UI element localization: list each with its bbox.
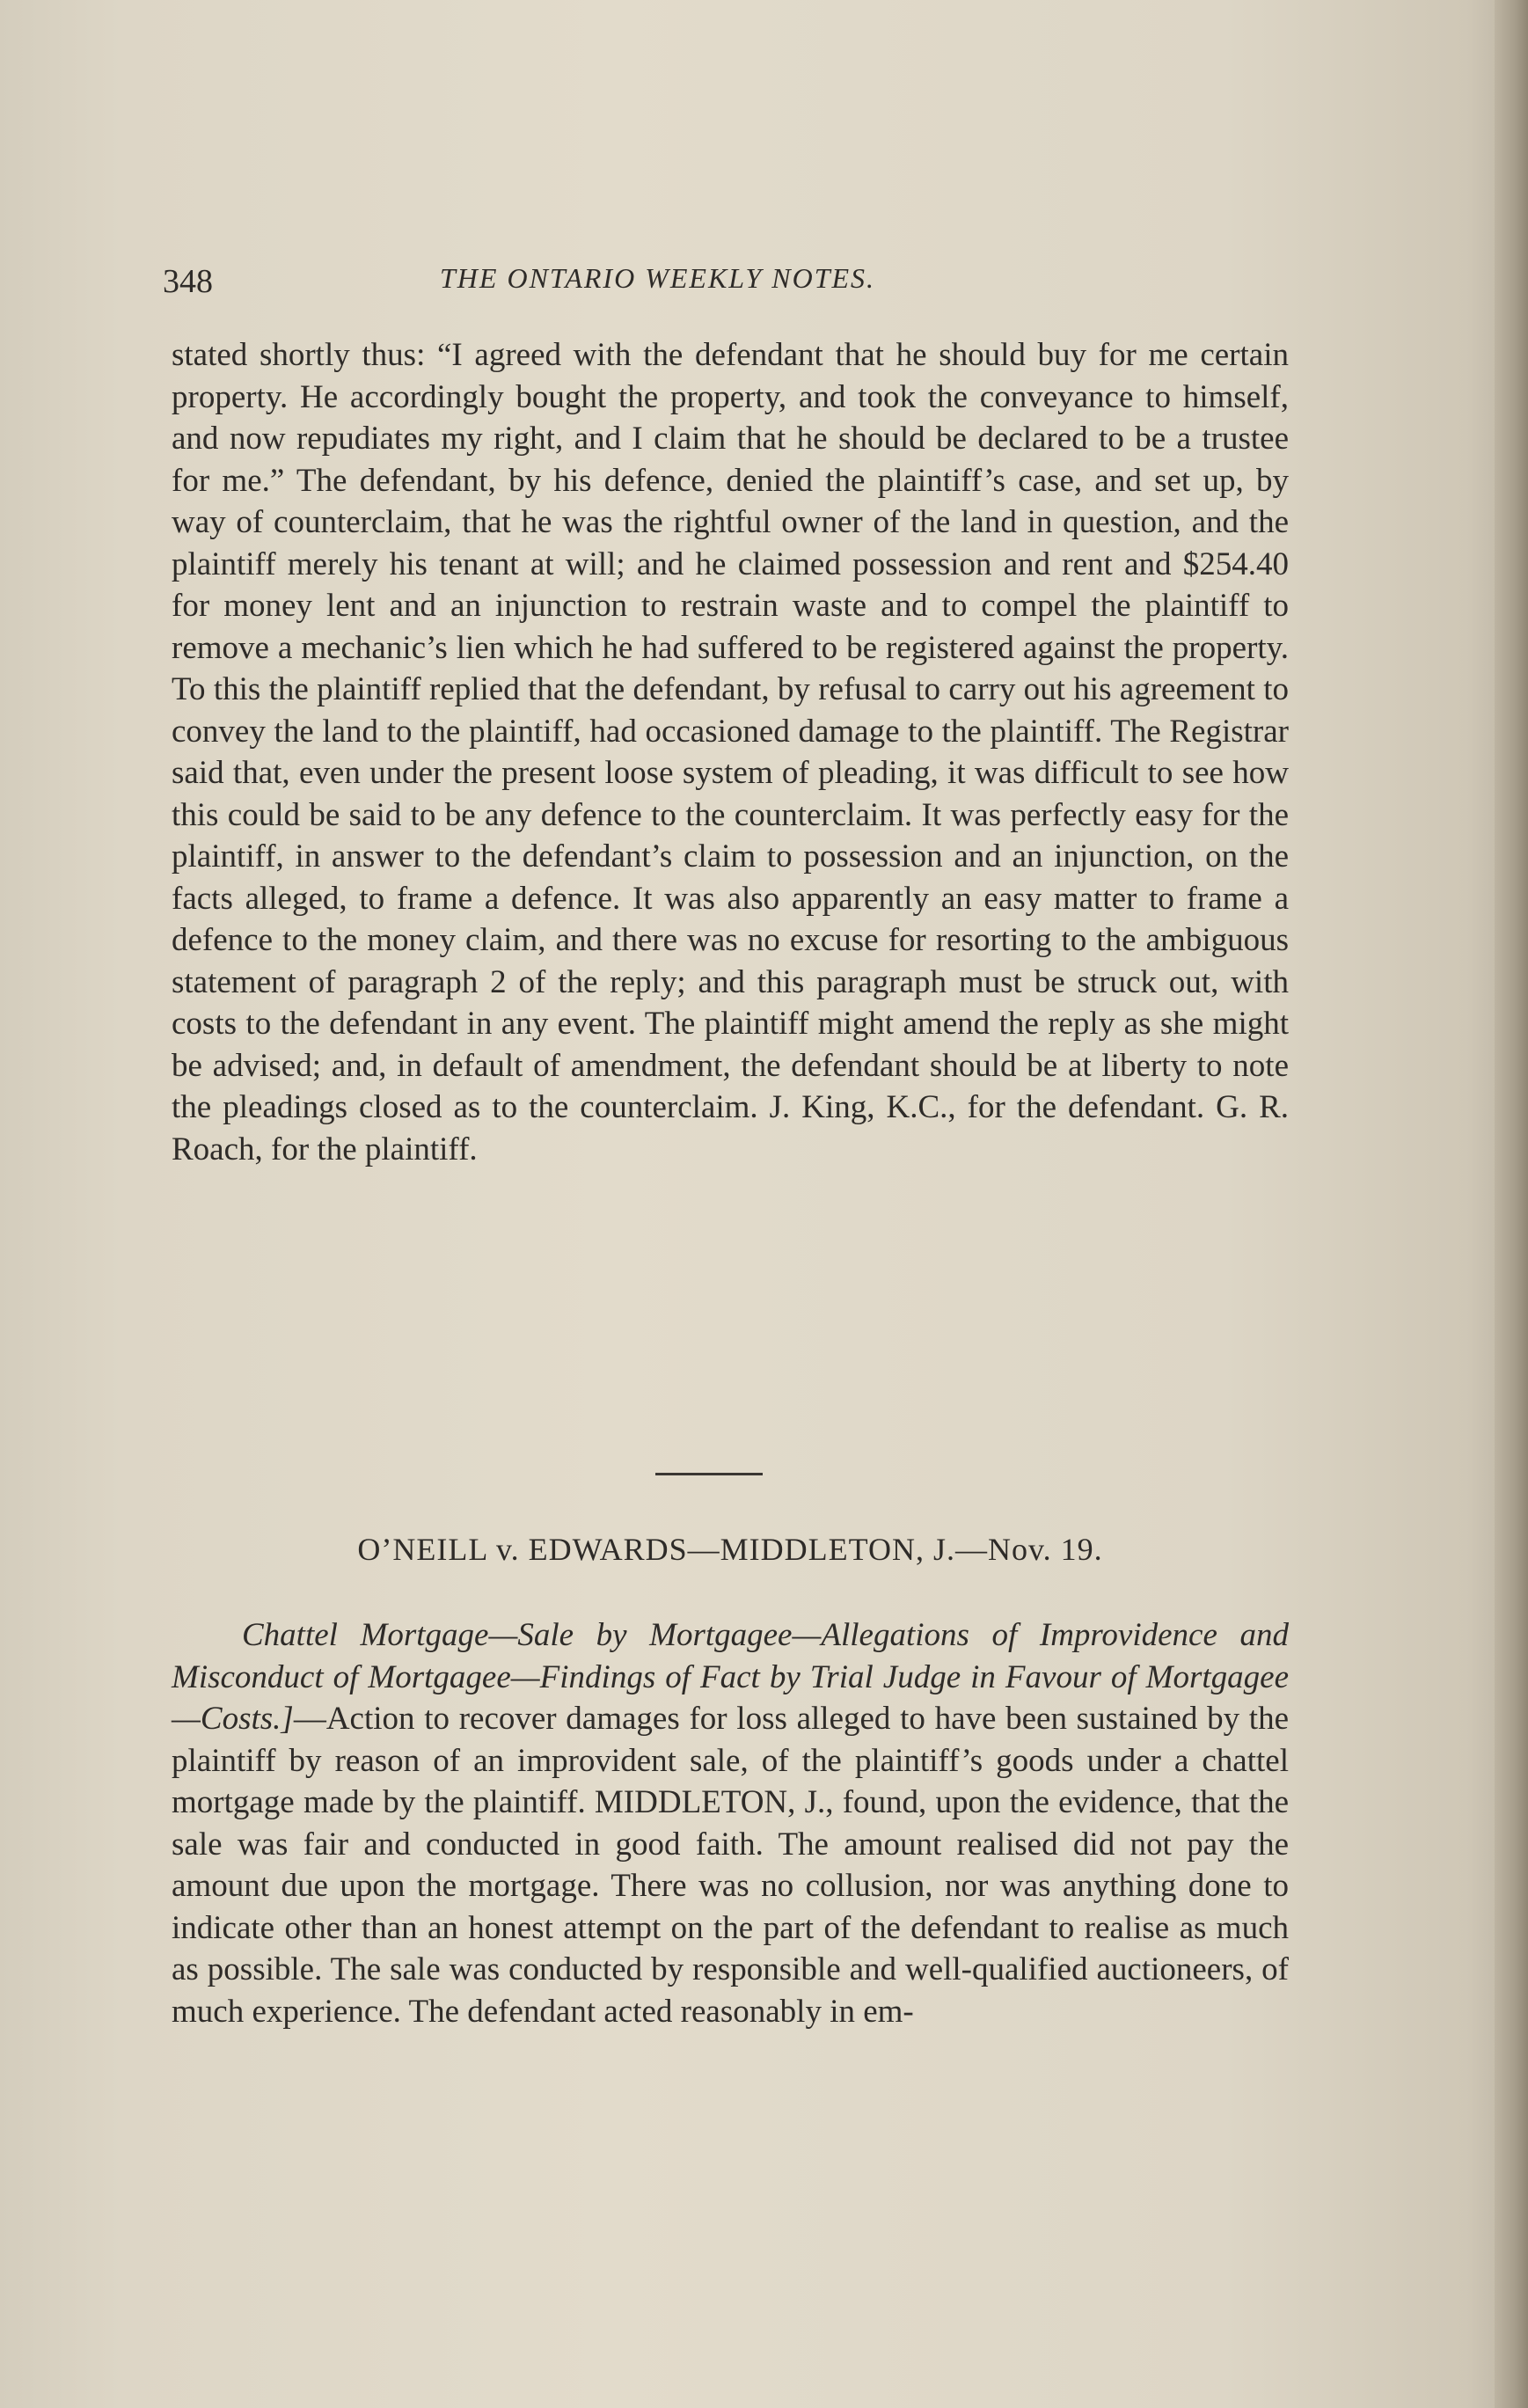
case-headnote: Chattel Mortgage—Sale by Mortgagee—Allegations of Improvidence and Misconduct of Mortgagee—Findings of Fact by Trial Judge in Favour of Mortgagee—Costs.] [172,1617,1289,1737]
section-divider [655,1473,763,1475]
continued-paragraph-text: stated shortly thus: “I agreed with the defendant that he should buy for me certain property. He accordingly bought the property, and took the conveyance to himself, and now repudiates my right, and I claim that he should be declared to be a trustee for me.” The defendant, by his defence, denied the plaintiff’s case, and set up, by way of counterclaim, that he was the rightful owner of the land in question, and the plaintiff merely his tenant at will; and he claimed possession and rent and $254.40 for money lent and an injunction to restrain waste and to compel the plaintiff to remove a mechanic’s lien which he had suffered to be registered against the property. To this the plaintiff replied that the defendant, by refusal to carry out his agreement to convey the land to the plaintiff, had occasioned damage to the plaintiff. The Registrar said that, even under the present loose system of pleading, it was difficult to see how this could be said to be any defence to the counterclaim. It was perfectly easy for the plaintiff, in answer to the defendant’s claim to possession and an injunction, on the facts alleged, to frame a defence. It was also apparently an easy matter to frame a defence to the money claim, and there was no excuse for resorting to the ambiguous statement of paragraph 2 of the reply; and this paragraph must be struck out, with costs to the defendant in any event. The plaintiff might amend the reply as she might be advised; and, in default of amendment, the defendant should be at liberty to note the pleadings closed as to the counterclaim. J. King, K.C., for the defendant. G. R. Roach, for the plaintiff. [172,337,1289,1167]
continued-paragraph [172,334,1289,1170]
running-head: THE ONTARIO WEEKLY NOTES. [440,262,876,294]
case-title: O’NEILL v. EDWARDS—MIDDLETON, J.—Nov. 19. [357,1532,1103,1567]
page-edge [1495,0,1528,2408]
case-body: —Action to recover damages for loss alleged to have been sustained by the plaintiff by reason of an improvident sale, of the plaintiff’s goods under a chattel mortgage made by the plaintiff. MIDDLETON, J., found, upon the evidence, that the sale was fair and conducted in good faith. The amount realised did not pay the amount due upon the mortgage. There was no collusion, nor was anything done to indicate other than an honest attempt on the part of the defendant to realise as much as possible. The sale was conducted by responsible and well-qualified auctioneers, of much experience. The defendant acted reasonably in em- [172,1701,1289,2030]
case-paragraph [172,1614,1289,2032]
page-number: 348 [163,263,213,300]
page-header [163,262,1298,315]
